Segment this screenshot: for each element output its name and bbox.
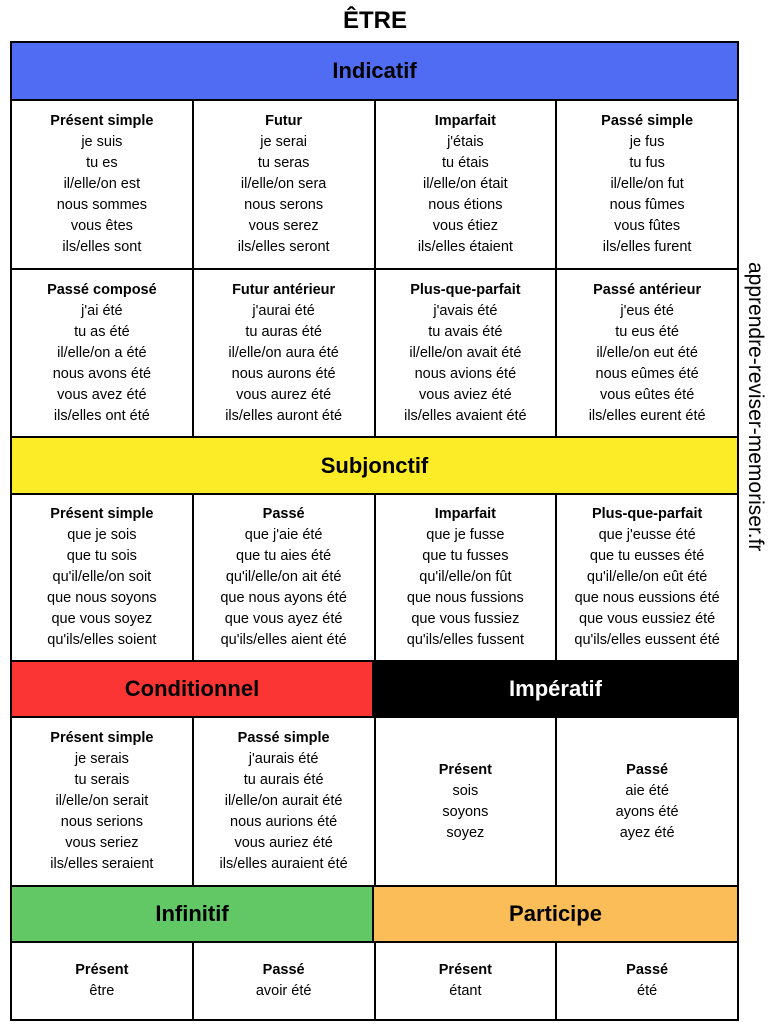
tense-heading: Imparfait — [434, 113, 496, 129]
conjugated-form: que tu eusses été — [589, 548, 705, 564]
conjugated-form: nous avons été — [52, 365, 152, 382]
conjugated-form: je serais — [74, 751, 129, 767]
conjugated-form: que vous soyez — [51, 611, 153, 627]
conjugated-form: il/elle/on est — [63, 176, 141, 192]
tense-heading: Présent — [75, 962, 129, 978]
conjugated-form: ayez été — [619, 824, 675, 841]
indicatif-simple-row — [12, 99, 737, 268]
conjugated-form: ils/elles auraient été — [219, 856, 348, 872]
conjugated-form: qu'ils/elles soient — [47, 632, 157, 648]
conjugated-form: ils/elles furent — [602, 239, 692, 255]
conjugated-form: que je sois — [67, 527, 137, 543]
tense-heading: Passé antérieur — [593, 281, 702, 298]
conjugated-form: tu es — [86, 155, 118, 171]
indicatif-simple-tense-cell — [12, 101, 192, 268]
conjugated-form: tu serais — [74, 772, 130, 788]
conjugated-form: j'étais — [447, 134, 484, 150]
tense-heading: Imparfait — [434, 506, 496, 522]
conjugated-form: nous aurions été — [230, 814, 338, 830]
tense-heading: Passé — [626, 962, 669, 978]
conjugated-form: avoir été — [255, 983, 312, 999]
conjugated-form: je serai — [260, 134, 307, 150]
conjugated-form: vous aviez été — [419, 386, 512, 403]
conjugated-form: vous eûtes été — [599, 386, 695, 403]
conjugated-form: soyons — [442, 803, 489, 820]
conjugated-form: être — [89, 983, 115, 999]
conjugated-form: vous avez été — [57, 386, 147, 403]
subjonctif-tense-cell — [555, 495, 737, 660]
section-header-indicatif: Indicatif — [12, 43, 737, 99]
section-header-participe: Participe — [372, 887, 737, 941]
subjonctif-tense-cell — [12, 495, 192, 660]
conjugated-form: je suis — [81, 134, 123, 150]
conjugated-form: j'aurais été — [248, 751, 319, 767]
conjugated-form: il/elle/on avait été — [409, 344, 522, 361]
conjugated-form: nous fûmes — [609, 197, 685, 213]
conjugated-form: vous seriez — [65, 835, 139, 851]
conjugated-form: il/elle/on sera — [240, 176, 327, 192]
conjugated-form: nous serions — [60, 814, 143, 830]
tense-heading: Futur — [265, 113, 303, 129]
conjugated-form: il/elle/on a été — [57, 344, 147, 361]
tense-heading: Passé simple — [601, 113, 694, 129]
tense-heading: Présent simple — [50, 730, 154, 746]
conjugated-form: que nous eussions été — [574, 590, 720, 606]
conjugated-form: vous auriez été — [234, 835, 333, 851]
conjugated-form: que tu fusses — [422, 548, 509, 564]
indicatif-compose-row — [12, 268, 737, 436]
conjugated-form: que nous soyons — [47, 590, 157, 606]
conjugated-form: été — [637, 983, 658, 999]
conjugated-form: qu'il/elle/on ait été — [225, 569, 342, 585]
indicatif-simple-tense-cell — [192, 101, 374, 268]
conjugated-form: ayons été — [615, 803, 679, 820]
tense-heading: Passé composé — [47, 281, 157, 298]
section-header-imperatif: Impératif — [372, 662, 737, 716]
tense-heading: Présent simple — [50, 113, 154, 129]
conjugated-form: qu'il/elle/on fût — [419, 569, 512, 585]
conjugated-form: j'aurai été — [252, 302, 315, 319]
conjugated-form: soyez — [446, 824, 485, 841]
tense-heading: Plus-que-parfait — [410, 281, 521, 298]
conjugated-form: qu'il/elle/on eût été — [586, 569, 708, 585]
conjugated-form: ils/elles sont — [62, 239, 142, 255]
conjugated-form: que vous ayez été — [224, 611, 343, 627]
conjugated-form: sois — [452, 782, 479, 799]
conjugated-form: étant — [449, 983, 482, 999]
conjugated-form: tu fus — [629, 155, 665, 171]
indicatif-compose-tense-cell — [374, 270, 556, 436]
participe-tense-cell — [555, 943, 737, 1019]
tense-heading: Passé — [262, 506, 305, 522]
conjugated-form: nous aurons été — [231, 365, 336, 382]
conjugated-form: tu étais — [442, 155, 489, 171]
tense-heading: Présent — [438, 962, 492, 978]
conjugated-form: tu aurais été — [243, 772, 324, 788]
conjugated-form: tu auras été — [245, 323, 322, 340]
conjugated-form: que nous fussions — [406, 590, 524, 606]
page-title: ÊTRE — [342, 7, 407, 34]
infinitif-participe-row — [12, 941, 737, 1019]
conjugated-form: vous étiez — [432, 218, 499, 234]
conjugated-form: ils/elles avaient été — [404, 407, 527, 424]
conjugated-form: nous avions été — [414, 365, 517, 382]
conjugated-form: nous eûmes été — [595, 365, 699, 382]
indicatif-compose-tense-cell — [555, 270, 737, 436]
conjugated-form: il/elle/on aura été — [228, 344, 339, 361]
conjugated-form: qu'ils/elles eussent été — [574, 632, 720, 648]
indicatif-compose-tense-cell — [192, 270, 374, 436]
conjugated-form: aie été — [625, 782, 669, 799]
conjugated-form: il/elle/on était — [423, 176, 508, 192]
conjugated-form: qu'ils/elles aient été — [220, 632, 347, 648]
conditionnel-tense-cell — [12, 718, 192, 885]
imperatif-tense-cell — [374, 718, 556, 885]
conjugated-form: qu'il/elle/on soit — [52, 569, 152, 585]
subjonctif-tense-cell — [192, 495, 374, 660]
conjugated-form: tu as été — [74, 323, 130, 340]
conjugated-form: vous êtes — [70, 218, 133, 234]
conjugated-form: que tu sois — [66, 548, 137, 564]
indicatif-simple-tense-cell — [374, 101, 556, 268]
conjugated-form: tu avais été — [428, 323, 503, 340]
watermark-text: apprendre-reviser-memoriser.fr — [744, 262, 767, 552]
conjugated-form: vous fûtes — [614, 218, 681, 234]
conditionnel-imperatif-row — [12, 716, 737, 885]
conjugated-form: je fus — [629, 134, 665, 150]
conjugated-form: que vous eussiez été — [579, 611, 716, 627]
conjugated-form: tu eus été — [615, 323, 679, 340]
tense-heading: Futur antérieur — [232, 281, 336, 298]
indicatif-simple-tense-cell — [555, 101, 737, 268]
tense-heading: Plus-que-parfait — [591, 506, 703, 522]
conjugated-form: que nous ayons été — [220, 590, 347, 606]
imperatif-tense-cell — [555, 718, 737, 885]
indicatif-compose-tense-cell — [12, 270, 192, 436]
subjonctif-tense-cell — [374, 495, 556, 660]
conditionnel-tense-cell — [192, 718, 374, 885]
infinitif-tense-cell — [12, 943, 192, 1019]
conjugated-form: que j'eusse été — [598, 527, 696, 543]
conjugated-form: vous serez — [248, 218, 319, 234]
conjugated-form: j'avais été — [433, 302, 498, 319]
section-header-subjonctif: Subjonctif — [12, 438, 737, 493]
conjugated-form: nous étions — [428, 197, 503, 213]
conjugated-form: ils/elles seraient — [50, 856, 154, 872]
conjugated-form: que j'aie été — [244, 527, 323, 543]
conjugated-form: j'eus été — [620, 302, 674, 319]
section-header-infinitif: Infinitif — [12, 887, 372, 941]
conjugated-form: nous sommes — [56, 197, 147, 213]
conjugated-form: il/elle/on serait — [55, 793, 149, 809]
conjugated-form: ils/elles seront — [237, 239, 330, 255]
conjugated-form: j'ai été — [81, 302, 123, 319]
conjugated-form: que je fusse — [426, 527, 505, 543]
conjugated-form: ils/elles auront été — [225, 407, 343, 424]
conjugated-form: vous aurez été — [236, 386, 332, 403]
tense-heading: Passé — [626, 761, 669, 778]
conjugated-form: il/elle/on fut — [610, 176, 684, 192]
conjugated-form: nous serons — [244, 197, 324, 213]
conjugated-form: que tu aies été — [236, 548, 332, 564]
tense-heading: Présent simple — [50, 506, 154, 522]
site-watermark — [742, 262, 768, 582]
conjugated-form: ils/elles étaient — [417, 239, 513, 255]
conjugated-form: ils/elles eurent été — [588, 407, 706, 424]
tense-heading: Passé simple — [237, 730, 330, 746]
subjonctif-row — [12, 493, 737, 660]
conjugated-form: tu seras — [257, 155, 310, 171]
conjugated-form: ils/elles ont été — [53, 407, 150, 424]
conjugation-table — [10, 41, 739, 1021]
infinitif-tense-cell — [192, 943, 374, 1019]
conjugated-form: il/elle/on eut été — [596, 344, 698, 361]
tense-heading: Présent — [438, 761, 492, 778]
conjugated-form: il/elle/on aurait été — [224, 793, 343, 809]
tense-heading: Passé — [262, 962, 305, 978]
participe-tense-cell — [374, 943, 556, 1019]
conjugated-form: qu'ils/elles fussent — [406, 632, 524, 648]
conjugated-form: que vous fussiez — [411, 611, 520, 627]
section-header-conditionnel: Conditionnel — [12, 662, 372, 716]
